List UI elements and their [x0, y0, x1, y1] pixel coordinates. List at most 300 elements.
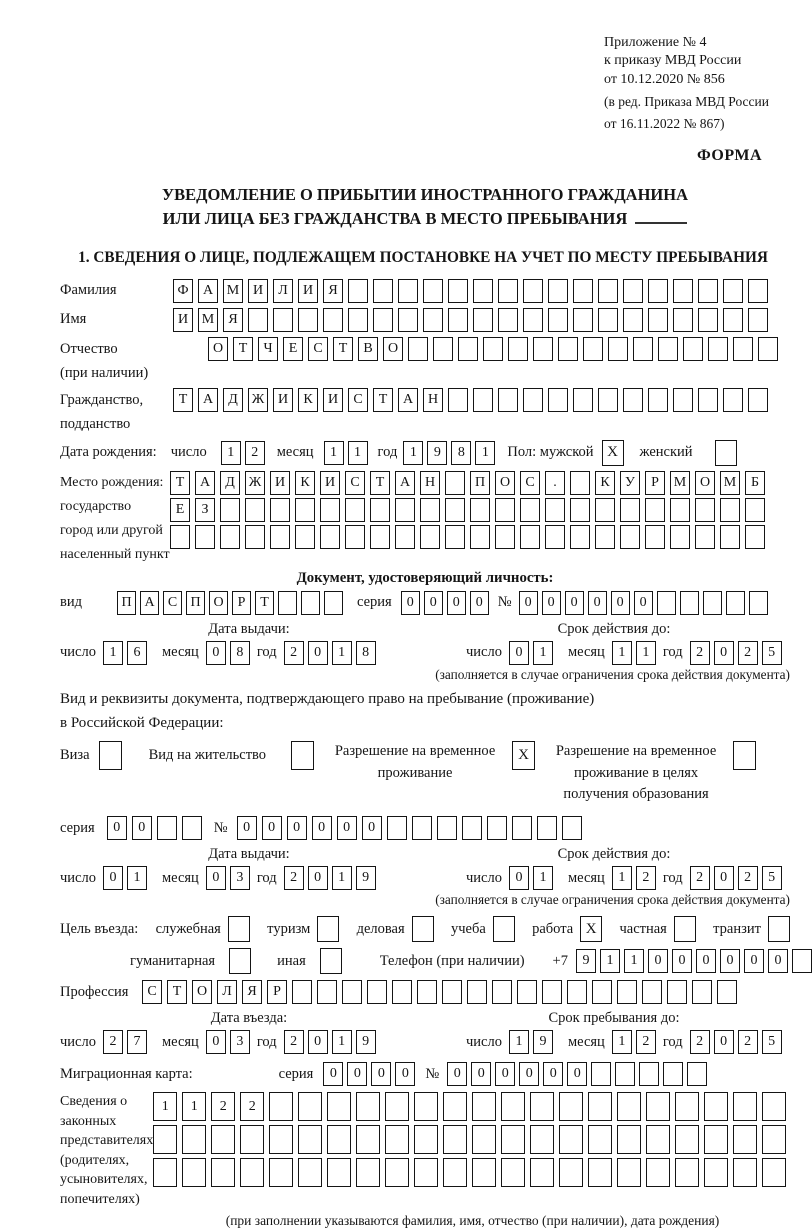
- char-box[interactable]: [269, 1125, 293, 1154]
- char-box[interactable]: С: [308, 337, 328, 361]
- char-box[interactable]: [498, 279, 518, 303]
- char-box[interactable]: [530, 1158, 554, 1187]
- char-box[interactable]: 0: [132, 816, 152, 840]
- char-box[interactable]: [558, 337, 578, 361]
- char-box[interactable]: [658, 337, 678, 361]
- char-box[interactable]: 0: [567, 1062, 587, 1086]
- char-box[interactable]: А: [198, 388, 218, 412]
- char-box[interactable]: Д: [223, 388, 243, 412]
- char-box[interactable]: [498, 388, 518, 412]
- char-box[interactable]: [356, 1092, 380, 1121]
- char-box[interactable]: [345, 498, 365, 522]
- char-box[interactable]: 0: [103, 866, 123, 890]
- char-box[interactable]: [270, 525, 290, 549]
- char-box[interactable]: [645, 498, 665, 522]
- char-box[interactable]: [323, 308, 343, 332]
- char-box[interactable]: [570, 525, 590, 549]
- char-box[interactable]: П: [117, 591, 136, 615]
- char-box[interactable]: [523, 388, 543, 412]
- char-box[interactable]: 0: [262, 816, 282, 840]
- char-box[interactable]: .: [545, 471, 565, 495]
- char-box[interactable]: [623, 279, 643, 303]
- char-box[interactable]: [395, 525, 415, 549]
- char-box[interactable]: 0: [768, 949, 788, 973]
- char-box[interactable]: Т: [173, 388, 193, 412]
- char-box[interactable]: 0: [308, 1030, 328, 1054]
- char-box[interactable]: С: [142, 980, 162, 1004]
- char-box[interactable]: Т: [255, 591, 274, 615]
- char-box[interactable]: С: [520, 471, 540, 495]
- char-box[interactable]: Н: [423, 388, 443, 412]
- char-box[interactable]: 0: [447, 1062, 467, 1086]
- char-box[interactable]: [595, 498, 615, 522]
- char-box[interactable]: [445, 525, 465, 549]
- char-box[interactable]: [220, 498, 240, 522]
- char-box[interactable]: 3: [230, 1030, 250, 1054]
- purpose-official-checkbox[interactable]: [228, 916, 250, 942]
- char-box[interactable]: 0: [543, 1062, 563, 1086]
- char-box[interactable]: И: [270, 471, 290, 495]
- char-box[interactable]: 0: [509, 641, 529, 665]
- char-box[interactable]: 9: [427, 441, 447, 465]
- char-box[interactable]: [448, 308, 468, 332]
- char-box[interactable]: 0: [588, 591, 607, 615]
- char-box[interactable]: [298, 1125, 322, 1154]
- char-box[interactable]: [414, 1092, 438, 1121]
- char-box[interactable]: К: [595, 471, 615, 495]
- char-box[interactable]: [573, 388, 593, 412]
- char-box[interactable]: 5: [762, 641, 782, 665]
- char-box[interactable]: Р: [645, 471, 665, 495]
- char-box[interactable]: [433, 337, 453, 361]
- char-box[interactable]: [792, 949, 812, 973]
- char-box[interactable]: [533, 337, 553, 361]
- char-box[interactable]: 0: [237, 816, 257, 840]
- char-box[interactable]: [745, 498, 765, 522]
- char-box[interactable]: 0: [634, 591, 653, 615]
- char-box[interactable]: Т: [233, 337, 253, 361]
- char-box[interactable]: 2: [103, 1030, 123, 1054]
- char-box[interactable]: [542, 980, 562, 1004]
- char-box[interactable]: [220, 525, 240, 549]
- temp-residence-checkbox[interactable]: X: [512, 741, 535, 770]
- char-box[interactable]: [704, 1125, 728, 1154]
- char-box[interactable]: 0: [696, 949, 716, 973]
- char-box[interactable]: [583, 337, 603, 361]
- char-box[interactable]: [723, 388, 743, 412]
- char-box[interactable]: О: [192, 980, 212, 1004]
- char-box[interactable]: М: [670, 471, 690, 495]
- char-box[interactable]: [301, 591, 320, 615]
- char-box[interactable]: [248, 308, 268, 332]
- char-box[interactable]: [598, 279, 618, 303]
- char-box[interactable]: [733, 1125, 757, 1154]
- char-box[interactable]: 0: [206, 1030, 226, 1054]
- char-box[interactable]: Л: [273, 279, 293, 303]
- char-box[interactable]: [327, 1158, 351, 1187]
- char-box[interactable]: [327, 1125, 351, 1154]
- char-box[interactable]: 0: [287, 816, 307, 840]
- char-box[interactable]: [675, 1092, 699, 1121]
- char-box[interactable]: 2: [211, 1092, 235, 1121]
- char-box[interactable]: И: [273, 388, 293, 412]
- char-box[interactable]: [670, 498, 690, 522]
- char-box[interactable]: 1: [600, 949, 620, 973]
- char-box[interactable]: 0: [424, 591, 443, 615]
- char-box[interactable]: 1: [533, 641, 553, 665]
- char-box[interactable]: 2: [690, 641, 710, 665]
- char-box[interactable]: Я: [242, 980, 262, 1004]
- char-box[interactable]: [245, 498, 265, 522]
- char-box[interactable]: [704, 1158, 728, 1187]
- char-box[interactable]: [646, 1092, 670, 1121]
- char-box[interactable]: [748, 279, 768, 303]
- char-box[interactable]: [472, 1158, 496, 1187]
- char-box[interactable]: [448, 388, 468, 412]
- char-box[interactable]: [472, 1092, 496, 1121]
- char-box[interactable]: [295, 498, 315, 522]
- char-box[interactable]: А: [140, 591, 159, 615]
- char-box[interactable]: [211, 1158, 235, 1187]
- char-box[interactable]: [749, 591, 768, 615]
- char-box[interactable]: [646, 1158, 670, 1187]
- char-box[interactable]: [667, 980, 687, 1004]
- char-box[interactable]: [695, 525, 715, 549]
- char-box[interactable]: [698, 388, 718, 412]
- char-box[interactable]: [570, 498, 590, 522]
- char-box[interactable]: [617, 1125, 641, 1154]
- char-box[interactable]: А: [398, 388, 418, 412]
- char-box[interactable]: [639, 1062, 659, 1086]
- char-box[interactable]: [520, 525, 540, 549]
- char-box[interactable]: [617, 1158, 641, 1187]
- char-box[interactable]: [720, 525, 740, 549]
- char-box[interactable]: 5: [762, 866, 782, 890]
- char-box[interactable]: [745, 525, 765, 549]
- char-box[interactable]: 9: [356, 1030, 376, 1054]
- char-box[interactable]: [673, 388, 693, 412]
- char-box[interactable]: [295, 525, 315, 549]
- char-box[interactable]: 1: [636, 641, 656, 665]
- char-box[interactable]: [408, 337, 428, 361]
- char-box[interactable]: [748, 308, 768, 332]
- char-box[interactable]: 0: [312, 816, 332, 840]
- char-box[interactable]: 0: [347, 1062, 367, 1086]
- char-box[interactable]: 0: [323, 1062, 343, 1086]
- char-box[interactable]: 0: [519, 1062, 539, 1086]
- char-box[interactable]: С: [348, 388, 368, 412]
- char-box[interactable]: Т: [373, 388, 393, 412]
- char-box[interactable]: 1: [403, 441, 423, 465]
- char-box[interactable]: [320, 498, 340, 522]
- char-box[interactable]: [617, 980, 637, 1004]
- char-box[interactable]: [472, 1125, 496, 1154]
- char-box[interactable]: Т: [167, 980, 187, 1004]
- char-box[interactable]: [617, 1092, 641, 1121]
- char-box[interactable]: 9: [576, 949, 596, 973]
- char-box[interactable]: 0: [471, 1062, 491, 1086]
- char-box[interactable]: [623, 388, 643, 412]
- char-box[interactable]: [520, 498, 540, 522]
- char-box[interactable]: [530, 1125, 554, 1154]
- char-box[interactable]: Ф: [173, 279, 193, 303]
- char-box[interactable]: [182, 816, 202, 840]
- char-box[interactable]: [278, 591, 297, 615]
- char-box[interactable]: [462, 816, 482, 840]
- char-box[interactable]: [545, 498, 565, 522]
- char-box[interactable]: И: [248, 279, 268, 303]
- char-box[interactable]: [373, 308, 393, 332]
- char-box[interactable]: В: [358, 337, 378, 361]
- char-box[interactable]: П: [470, 471, 490, 495]
- char-box[interactable]: [327, 1092, 351, 1121]
- char-box[interactable]: [687, 1062, 707, 1086]
- char-box[interactable]: О: [383, 337, 403, 361]
- char-box[interactable]: [726, 591, 745, 615]
- char-box[interactable]: 0: [509, 866, 529, 890]
- char-box[interactable]: [683, 337, 703, 361]
- char-box[interactable]: О: [208, 337, 228, 361]
- char-box[interactable]: 2: [738, 866, 758, 890]
- char-box[interactable]: 8: [356, 641, 376, 665]
- char-box[interactable]: О: [209, 591, 228, 615]
- char-box[interactable]: [508, 337, 528, 361]
- char-box[interactable]: [733, 1158, 757, 1187]
- char-box[interactable]: А: [395, 471, 415, 495]
- char-box[interactable]: С: [163, 591, 182, 615]
- char-box[interactable]: [195, 525, 215, 549]
- char-box[interactable]: [385, 1158, 409, 1187]
- char-box[interactable]: [670, 525, 690, 549]
- char-box[interactable]: [324, 591, 343, 615]
- char-box[interactable]: 1: [348, 441, 368, 465]
- char-box[interactable]: 1: [221, 441, 241, 465]
- char-box[interactable]: [387, 816, 407, 840]
- char-box[interactable]: Т: [370, 471, 390, 495]
- char-box[interactable]: Ж: [245, 471, 265, 495]
- char-box[interactable]: Ч: [258, 337, 278, 361]
- char-box[interactable]: [591, 1062, 611, 1086]
- char-box[interactable]: [153, 1158, 177, 1187]
- char-box[interactable]: [498, 308, 518, 332]
- char-box[interactable]: [417, 980, 437, 1004]
- char-box[interactable]: [680, 591, 699, 615]
- char-box[interactable]: [523, 279, 543, 303]
- char-box[interactable]: [692, 980, 712, 1004]
- char-box[interactable]: 0: [337, 816, 357, 840]
- char-box[interactable]: 0: [308, 641, 328, 665]
- purpose-tourism-checkbox[interactable]: [317, 916, 339, 942]
- char-box[interactable]: 7: [127, 1030, 147, 1054]
- char-box[interactable]: [385, 1092, 409, 1121]
- char-box[interactable]: [698, 279, 718, 303]
- char-box[interactable]: 0: [519, 591, 538, 615]
- char-box[interactable]: [414, 1158, 438, 1187]
- visa-checkbox[interactable]: [99, 741, 122, 770]
- char-box[interactable]: [398, 308, 418, 332]
- char-box[interactable]: 1: [624, 949, 644, 973]
- char-box[interactable]: [608, 337, 628, 361]
- char-box[interactable]: [530, 1092, 554, 1121]
- char-box[interactable]: К: [298, 388, 318, 412]
- char-box[interactable]: [623, 308, 643, 332]
- char-box[interactable]: 0: [401, 591, 420, 615]
- char-box[interactable]: [559, 1125, 583, 1154]
- char-box[interactable]: 6: [127, 641, 147, 665]
- char-box[interactable]: [720, 498, 740, 522]
- char-box[interactable]: [458, 337, 478, 361]
- char-box[interactable]: [182, 1125, 206, 1154]
- char-box[interactable]: [443, 1158, 467, 1187]
- char-box[interactable]: Т: [170, 471, 190, 495]
- char-box[interactable]: [269, 1158, 293, 1187]
- char-box[interactable]: [592, 980, 612, 1004]
- char-box[interactable]: 0: [720, 949, 740, 973]
- char-box[interactable]: [170, 525, 190, 549]
- char-box[interactable]: 8: [230, 641, 250, 665]
- char-box[interactable]: [695, 498, 715, 522]
- char-box[interactable]: 0: [206, 866, 226, 890]
- char-box[interactable]: 1: [612, 641, 632, 665]
- char-box[interactable]: [512, 816, 532, 840]
- char-box[interactable]: 0: [395, 1062, 415, 1086]
- char-box[interactable]: [345, 525, 365, 549]
- char-box[interactable]: [245, 525, 265, 549]
- char-box[interactable]: 1: [332, 866, 352, 890]
- char-box[interactable]: [548, 308, 568, 332]
- char-box[interactable]: [648, 279, 668, 303]
- char-box[interactable]: 1: [612, 866, 632, 890]
- char-box[interactable]: [733, 1092, 757, 1121]
- char-box[interactable]: Р: [232, 591, 251, 615]
- char-box[interactable]: [704, 1092, 728, 1121]
- sex-male-checkbox[interactable]: X: [602, 440, 624, 466]
- char-box[interactable]: А: [195, 471, 215, 495]
- char-box[interactable]: [537, 816, 557, 840]
- char-box[interactable]: [495, 498, 515, 522]
- char-box[interactable]: Я: [323, 279, 343, 303]
- char-box[interactable]: 2: [284, 1030, 304, 1054]
- char-box[interactable]: [392, 980, 412, 1004]
- char-box[interactable]: 2: [284, 866, 304, 890]
- char-box[interactable]: [157, 816, 177, 840]
- char-box[interactable]: 0: [362, 816, 382, 840]
- char-box[interactable]: 2: [284, 641, 304, 665]
- char-box[interactable]: 1: [509, 1030, 529, 1054]
- char-box[interactable]: [470, 498, 490, 522]
- char-box[interactable]: 0: [470, 591, 489, 615]
- char-box[interactable]: [588, 1158, 612, 1187]
- char-box[interactable]: [588, 1125, 612, 1154]
- char-box[interactable]: 1: [533, 866, 553, 890]
- char-box[interactable]: 0: [714, 1030, 734, 1054]
- char-box[interactable]: [675, 1125, 699, 1154]
- char-box[interactable]: М: [720, 471, 740, 495]
- char-box[interactable]: [298, 1158, 322, 1187]
- char-box[interactable]: 9: [533, 1030, 553, 1054]
- char-box[interactable]: [483, 337, 503, 361]
- char-box[interactable]: 0: [744, 949, 764, 973]
- char-box[interactable]: И: [298, 279, 318, 303]
- char-box[interactable]: [445, 471, 465, 495]
- char-box[interactable]: [648, 388, 668, 412]
- char-box[interactable]: [445, 498, 465, 522]
- char-box[interactable]: [559, 1158, 583, 1187]
- char-box[interactable]: [517, 980, 537, 1004]
- char-box[interactable]: [663, 1062, 683, 1086]
- char-box[interactable]: [567, 980, 587, 1004]
- char-box[interactable]: [182, 1158, 206, 1187]
- char-box[interactable]: К: [295, 471, 315, 495]
- char-box[interactable]: 0: [447, 591, 466, 615]
- char-box[interactable]: [273, 308, 293, 332]
- char-box[interactable]: [492, 980, 512, 1004]
- char-box[interactable]: Л: [217, 980, 237, 1004]
- char-box[interactable]: [501, 1158, 525, 1187]
- char-box[interactable]: [473, 279, 493, 303]
- char-box[interactable]: 2: [738, 1030, 758, 1054]
- char-box[interactable]: [356, 1158, 380, 1187]
- char-box[interactable]: [633, 337, 653, 361]
- char-box[interactable]: 1: [475, 441, 495, 465]
- char-box[interactable]: 1: [153, 1092, 177, 1121]
- char-box[interactable]: [487, 816, 507, 840]
- char-box[interactable]: [501, 1092, 525, 1121]
- char-box[interactable]: 0: [206, 641, 226, 665]
- char-box[interactable]: [356, 1125, 380, 1154]
- char-box[interactable]: [298, 1092, 322, 1121]
- char-box[interactable]: 2: [636, 1030, 656, 1054]
- char-box[interactable]: [648, 308, 668, 332]
- char-box[interactable]: 0: [648, 949, 668, 973]
- char-box[interactable]: У: [620, 471, 640, 495]
- char-box[interactable]: [598, 308, 618, 332]
- char-box[interactable]: [348, 308, 368, 332]
- char-box[interactable]: [348, 279, 368, 303]
- char-box[interactable]: [373, 279, 393, 303]
- char-box[interactable]: [370, 525, 390, 549]
- sex-female-checkbox[interactable]: [715, 440, 737, 466]
- purpose-study-checkbox[interactable]: [493, 916, 515, 942]
- char-box[interactable]: [437, 816, 457, 840]
- char-box[interactable]: 0: [542, 591, 561, 615]
- char-box[interactable]: [588, 1092, 612, 1121]
- char-box[interactable]: [443, 1125, 467, 1154]
- char-box[interactable]: О: [695, 471, 715, 495]
- char-box[interactable]: [211, 1125, 235, 1154]
- char-box[interactable]: [620, 498, 640, 522]
- char-box[interactable]: 0: [714, 866, 734, 890]
- char-box[interactable]: С: [345, 471, 365, 495]
- char-box[interactable]: [412, 816, 432, 840]
- temp-residence-edu-checkbox[interactable]: [733, 741, 756, 770]
- char-box[interactable]: [545, 525, 565, 549]
- purpose-business-checkbox[interactable]: [412, 916, 434, 942]
- char-box[interactable]: [657, 591, 676, 615]
- char-box[interactable]: И: [320, 471, 340, 495]
- char-box[interactable]: [367, 980, 387, 1004]
- char-box[interactable]: [442, 980, 462, 1004]
- residence-permit-checkbox[interactable]: [291, 741, 314, 770]
- char-box[interactable]: [385, 1125, 409, 1154]
- char-box[interactable]: [523, 308, 543, 332]
- char-box[interactable]: 2: [738, 641, 758, 665]
- char-box[interactable]: [298, 308, 318, 332]
- char-box[interactable]: [414, 1125, 438, 1154]
- char-box[interactable]: 1: [332, 1030, 352, 1054]
- char-box[interactable]: [598, 388, 618, 412]
- char-box[interactable]: [559, 1092, 583, 1121]
